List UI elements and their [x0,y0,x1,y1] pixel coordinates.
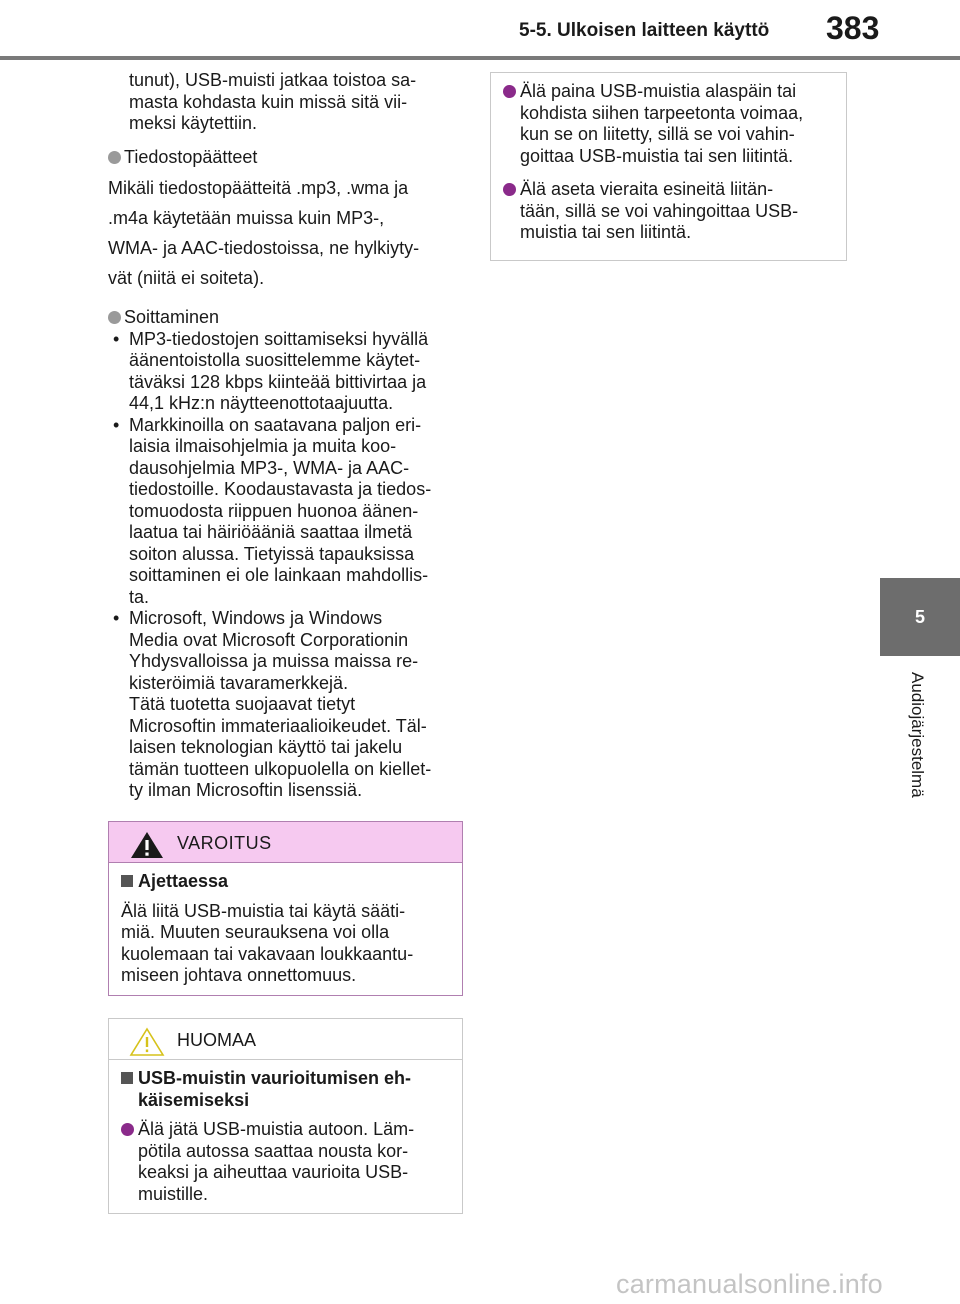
chapter-tab [880,578,960,656]
text-line: äänentoistolla suosittelemme käytet- [129,350,421,370]
watermark: carmanualsonline.info [616,1269,883,1299]
text-line: kisteröimiä tavaramerkkejä. [129,672,349,693]
text-line: kun se on liitetty, sillä se voi vahin- [520,124,795,144]
text-line: keaksi ja aiheuttaa vaurioita USB- [138,1162,409,1182]
text-line: Yhdysvalloissa ja muissa maissa re- [129,651,419,671]
text-line: • MP3-tiedostojen soittamiseksi hyvällä [129,328,429,349]
text-line: vät (niitä ei soiteta). [108,268,265,288]
text-line: käisemiseksi [138,1089,250,1110]
heading-text: Soittaminen [124,307,220,327]
text-line: goittaa USB-muistia tai sen liitintä. [520,145,794,166]
list-item [108,415,468,609]
text-line: soiton alussa. Tietyissä tapauksissa [129,543,415,564]
playback-heading [108,307,468,329]
list-item [108,608,468,802]
bullet-icon [503,183,516,196]
text-line: Microsoftin immateriaalioikeudet. Täl- [129,715,427,736]
text-line: 44,1 kHz:n näytteenottotaajuutta. [129,393,394,413]
page-number: 383 [826,10,880,46]
right-note-box [490,72,847,261]
text-line: Älä aseta vieraita esineitä liitän- [520,179,774,199]
note-box [108,1018,463,1214]
text-line: Älä jätä USB-muistia autoon. Läm- [138,1119,415,1139]
file-ext-heading [108,147,468,169]
file-ext-body [108,173,468,293]
text-line: laatua tai häiriöääniä saattaa ilmetä [129,522,413,542]
text-line: muistille. [138,1183,209,1204]
square-bullet-icon [121,1072,133,1084]
warning-header [109,822,462,863]
list-item [108,329,468,415]
left-column [108,70,468,802]
note-item [503,81,832,167]
text-line: soittaminen ei ole lainkaan mahdollis- [129,565,429,585]
text-line: masta kohdasta kuin missä sitä vii- [129,91,408,112]
text-line: pötila autossa saattaa nousta kor- [138,1140,409,1161]
text-line: tään, sillä se voi vahingoittaa USB- [520,200,799,221]
text-line: Media ovat Microsoft Corporationin [129,629,409,650]
square-bullet-icon [121,875,133,887]
text-line: USB-muistin vaurioitumisen eh- [138,1068,412,1088]
text-line: tunut), USB-muisti jatkaa toistoa sa- [129,70,417,90]
warning-subheading [121,871,450,893]
text-line: laisia ilmaisohjelmia ja muita koo- [129,436,397,456]
warning-triangle-icon [129,830,165,860]
text-line: tomuodosta riippuen huonoa äänen- [129,500,419,521]
text-line: kuolemaan tai vakavaan loukkaantu- [121,943,414,964]
note-subheading [121,1068,450,1111]
heading-text: Tiedostopäätteet [124,146,258,167]
text-line: • Microsoft, Windows ja Windows [129,608,383,628]
note-item [503,179,832,244]
text-line: dausohjelmia MP3-, WMA- ja AAC- [129,457,410,478]
text-line: tämän tuotteen ulkopuolella on kiellet- [129,758,432,779]
note-header [109,1019,462,1060]
text-line: miä. Muuten seurauksena voi olla [121,922,390,942]
text-line: Mikäli tiedostopäätteitä .mp3, .wma ja [108,178,409,198]
text-line: Älä paina USB-muistia alaspäin tai [520,81,797,101]
text-line: tiedostoille. Koodaustavasta ja tiedos- [129,479,432,499]
section-title: 5-5. Ulkoisen laitteen käyttö [519,20,770,41]
text-line: WMA- ja AAC-tiedostoissa, ne hylkiyty- [108,238,420,258]
note-item [121,1119,450,1205]
subheading-text: Ajettaessa [138,871,229,891]
header-rule [0,56,960,60]
text-line: ty ilman Microsoftin lisenssiä. [129,780,363,800]
right-note-body [491,73,846,244]
playback-section [108,307,468,802]
bullet-icon [108,311,121,324]
text-line: täväksi 128 kbps kiinteää bittivirtaa ja [129,371,427,392]
chapter-label: Audiojärjestelmä [908,672,927,798]
text-line: muistia tai sen liitintä. [520,222,692,242]
text-line: miseen johtava onnettomuus. [121,965,357,985]
warning-box [108,821,463,996]
file-ext-section [108,147,468,294]
warning-body [109,863,462,987]
chapter-number: 5 [914,606,925,627]
text-line: .m4a käytetään muissa kuin MP3-, [108,208,385,228]
warning-title: VAROITUS [177,833,272,853]
text-line: meksi käytettiin. [129,113,258,133]
text-line: Tätä tuotetta suojaavat tietyt [129,694,356,714]
text-line: laisen teknologian käyttö tai jakelu [129,737,403,757]
text-line: Älä liitä USB-muistia tai käytä sääti- [121,900,406,921]
note-body [109,1060,462,1205]
text-line: • Markkinoilla on saatavana paljon eri- [129,414,422,435]
bullet-icon [121,1123,134,1136]
caution-triangle-icon [129,1027,165,1057]
text-line: kohdista siihen tarpeetonta voimaa, [520,102,804,123]
playback-list [108,329,468,802]
note-title: HUOMAA [177,1030,257,1050]
bullet-icon [503,85,516,98]
bullet-icon [108,151,121,164]
text-line: ta. [129,586,150,607]
continuation-paragraph [108,70,468,135]
